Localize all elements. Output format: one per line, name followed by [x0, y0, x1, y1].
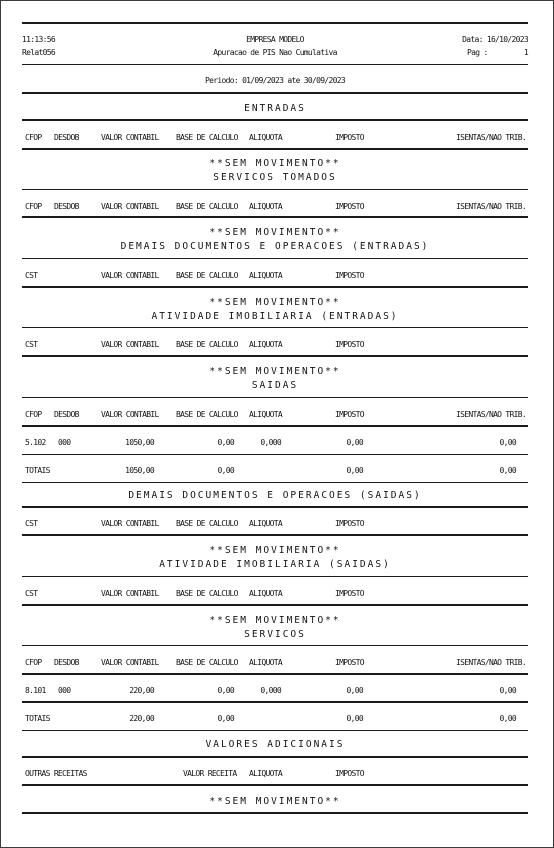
- section-title-entradas: ENTRADAS: [244, 103, 306, 114]
- divider: [22, 784, 528, 786]
- totals-label: TOTAIS: [25, 714, 50, 723]
- col-aliquota: ALIQUOTA: [249, 133, 282, 142]
- sem-movimento-label: **SEM MOVIMENTO**: [209, 227, 341, 238]
- section-title-imob-saidas: ATIVIDADE IMOBILIARIA (SAIDAS): [159, 559, 391, 570]
- col-valor-receita: VALOR RECEITA: [183, 769, 237, 778]
- divider: [22, 119, 528, 121]
- col-aliquota: ALIQUOTA: [249, 410, 282, 419]
- divider: [22, 673, 528, 675]
- divider: [22, 327, 528, 328]
- divider: [22, 454, 528, 455]
- col-aliquota: ALIQUOTA: [249, 340, 282, 349]
- col-isentas: ISENTAS/NAO TRIB.: [456, 410, 526, 419]
- cell-cfop: 8.101: [25, 686, 46, 695]
- report-period: Periodo: 01/09/2023 ate 30/09/2023: [205, 76, 345, 85]
- page-label: Pag :: [467, 48, 488, 57]
- divider: [22, 22, 528, 24]
- cell-aliquota: 0,000: [260, 686, 281, 695]
- cell-desdob: 000: [58, 686, 71, 695]
- cell-valor-contabil: 220,00: [129, 686, 154, 695]
- col-base-calculo: BASE DE CALCULO: [176, 133, 238, 142]
- report-title: Apuracao de PIS Nao Cumulativa: [213, 48, 337, 57]
- sem-movimento-label: **SEM MOVIMENTO**: [209, 545, 341, 556]
- sem-movimento-label: **SEM MOVIMENTO**: [209, 366, 341, 377]
- col-base-calculo: BASE DE CALCULO: [176, 271, 238, 280]
- total-base-calculo: 0,00: [217, 714, 234, 723]
- col-desdob: DESDOB: [54, 410, 79, 419]
- report-date: Data: 16/10/2023: [462, 35, 528, 44]
- col-valor-contabil: VALOR CONTABIL: [101, 410, 159, 419]
- cell-isentas: 0,00: [499, 438, 516, 447]
- col-base-calculo: BASE DE CALCULO: [176, 658, 238, 667]
- section-title-saidas: SAIDAS: [251, 380, 299, 391]
- col-desdob: DESDOB: [54, 658, 79, 667]
- cell-imposto: 0,00: [346, 686, 363, 695]
- divider: [22, 148, 528, 150]
- section-title-demais-entradas: DEMAIS DOCUMENTOS E OPERACOES (ENTRADAS): [120, 241, 430, 252]
- total-isentas: 0,00: [499, 714, 516, 723]
- divider: [22, 189, 528, 190]
- col-imposto: IMPOSTO: [335, 410, 364, 419]
- col-imposto: IMPOSTO: [335, 202, 364, 211]
- col-valor-contabil: VALOR CONTABIL: [101, 589, 159, 598]
- col-aliquota: ALIQUOTA: [249, 519, 282, 528]
- col-imposto: IMPOSTO: [335, 340, 364, 349]
- divider: [22, 645, 528, 646]
- col-outras-receitas: OUTRAS RECEITAS: [25, 769, 87, 778]
- col-aliquota: ALIQUOTA: [249, 589, 282, 598]
- col-cst: CST: [25, 271, 38, 280]
- totals-label: TOTAIS: [25, 466, 50, 475]
- divider: [22, 506, 528, 508]
- divider: [22, 730, 528, 731]
- report-time: 11:13:56: [22, 35, 55, 44]
- col-imposto: IMPOSTO: [335, 271, 364, 280]
- cell-desdob: 000: [58, 438, 71, 447]
- total-valor-contabil: 220,00: [129, 714, 154, 723]
- col-valor-contabil: VALOR CONTABIL: [101, 519, 159, 528]
- divider: [22, 286, 528, 288]
- sem-movimento-label: **SEM MOVIMENTO**: [209, 297, 341, 308]
- col-cst: CST: [25, 340, 38, 349]
- col-cfop: CFOP: [25, 410, 42, 419]
- divider: [22, 701, 528, 703]
- col-aliquota: ALIQUOTA: [249, 658, 282, 667]
- divider: [22, 64, 528, 65]
- total-base-calculo: 0,00: [217, 466, 234, 475]
- divider: [22, 355, 528, 357]
- col-aliquota: ALIQUOTA: [249, 769, 282, 778]
- cell-aliquota: 0,000: [260, 438, 281, 447]
- col-base-calculo: BASE DE CALCULO: [176, 340, 238, 349]
- total-imposto: 0,00: [346, 466, 363, 475]
- divider: [22, 482, 528, 483]
- col-imposto: IMPOSTO: [335, 658, 364, 667]
- cell-cfop: 5.102: [25, 438, 46, 447]
- cell-base-calculo: 0,00: [217, 686, 234, 695]
- total-isentas: 0,00: [499, 466, 516, 475]
- col-imposto: IMPOSTO: [335, 133, 364, 142]
- col-cfop: CFOP: [25, 202, 42, 211]
- divider: [22, 216, 528, 218]
- col-desdob: DESDOB: [54, 133, 79, 142]
- col-valor-contabil: VALOR CONTABIL: [101, 202, 159, 211]
- section-title-imob-entradas: ATIVIDADE IMOBILIARIA (ENTRADAS): [151, 311, 399, 322]
- section-title-demais-saidas: DEMAIS DOCUMENTOS E OPERACOES (SAIDAS): [128, 490, 422, 501]
- col-imposto: IMPOSTO: [335, 519, 364, 528]
- col-isentas: ISENTAS/NAO TRIB.: [456, 658, 526, 667]
- section-title-servicos-tomados: SERVICOS TOMADOS: [213, 172, 337, 183]
- col-base-calculo: BASE DE CALCULO: [176, 519, 238, 528]
- sem-movimento-label: **SEM MOVIMENTO**: [209, 796, 341, 807]
- col-isentas: ISENTAS/NAO TRIB.: [456, 202, 526, 211]
- col-isentas: ISENTAS/NAO TRIB.: [456, 133, 526, 142]
- divider: [22, 576, 528, 577]
- sem-movimento-label: **SEM MOVIMENTO**: [209, 615, 341, 626]
- col-cst: CST: [25, 589, 38, 598]
- col-cfop: CFOP: [25, 133, 42, 142]
- divider: [22, 425, 528, 427]
- col-valor-contabil: VALOR CONTABIL: [101, 271, 159, 280]
- section-title-servicos: SERVICOS: [244, 629, 306, 640]
- divider: [22, 812, 528, 814]
- col-valor-contabil: VALOR CONTABIL: [101, 658, 159, 667]
- col-base-calculo: BASE DE CALCULO: [176, 589, 238, 598]
- sem-movimento-label: **SEM MOVIMENTO**: [209, 158, 341, 169]
- col-aliquota: ALIQUOTA: [249, 271, 282, 280]
- cell-valor-contabil: 1050,00: [125, 438, 154, 447]
- col-imposto: IMPOSTO: [335, 769, 364, 778]
- col-base-calculo: BASE DE CALCULO: [176, 410, 238, 419]
- company-name: EMPRESA MODELO: [246, 35, 304, 44]
- page-number: 1: [523, 48, 528, 57]
- divider: [22, 92, 528, 94]
- col-imposto: IMPOSTO: [335, 589, 364, 598]
- section-title-valores-adicionais: VALORES ADICIONAIS: [205, 739, 345, 750]
- total-valor-contabil: 1050,00: [125, 466, 154, 475]
- report-id: Relat056: [22, 48, 55, 57]
- cell-base-calculo: 0,00: [217, 438, 234, 447]
- total-imposto: 0,00: [346, 714, 363, 723]
- col-aliquota: ALIQUOTA: [249, 202, 282, 211]
- col-valor-contabil: VALOR CONTABIL: [101, 340, 159, 349]
- col-desdob: DESDOB: [54, 202, 79, 211]
- cell-isentas: 0,00: [499, 686, 516, 695]
- cell-imposto: 0,00: [346, 438, 363, 447]
- divider: [22, 258, 528, 259]
- divider: [22, 604, 528, 606]
- divider: [22, 756, 528, 758]
- divider: [22, 397, 528, 398]
- col-cst: CST: [25, 519, 38, 528]
- divider: [22, 534, 528, 536]
- col-cfop: CFOP: [25, 658, 42, 667]
- col-valor-contabil: VALOR CONTABIL: [101, 133, 159, 142]
- col-base-calculo: BASE DE CALCULO: [176, 202, 238, 211]
